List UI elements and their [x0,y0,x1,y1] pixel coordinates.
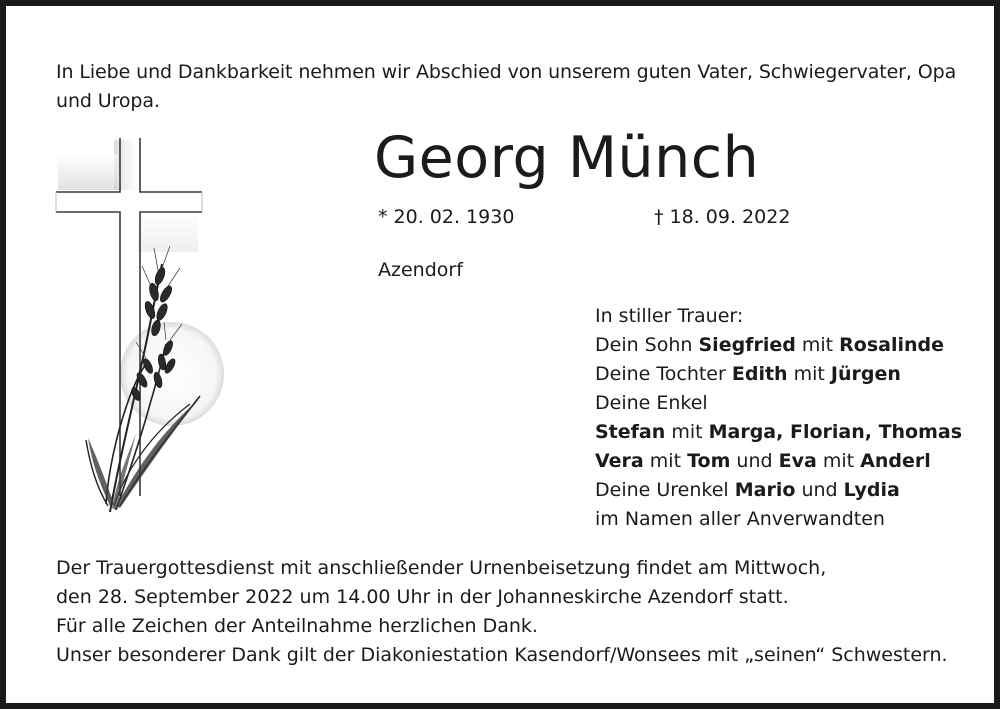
mourner-name: Siegfried [698,334,796,356]
mourner-text: mit [643,450,688,472]
mourner-line [595,418,962,447]
birth-date: * 20. 02. 1930 [378,206,515,228]
mourner-name: Marga, Florian, Thomas [708,421,963,443]
mourner-name: Anderl [860,450,931,472]
closing-line: den 28. September 2022 um 14.00 Uhr in der Johanneskirche Azendorf statt. [56,586,789,608]
deceased-name: Georg Münch [374,125,760,191]
closing-line: Für alle Zeichen der Anteilnahme herzlichen Dank. [56,615,538,637]
mourner-text: Deine Urenkel [595,479,735,501]
death-date: † 18. 09. 2022 [654,206,791,228]
mourner-name: Stefan [595,421,666,443]
mourner-name: Lydia [843,479,900,501]
mourner-text: und [795,479,844,501]
mourner-name: Mario [734,479,796,501]
mourner-name: Tom [687,450,731,472]
mourner-text: Deine Enkel [595,392,708,414]
closing-text [56,554,976,670]
closing-line: Unser besonderer Dank gilt der Diakoniestation Kasendorf/Wonsees mit „seinen“ Schwestern. [56,644,948,666]
mourner-name: Eva [778,450,817,472]
hometown: Azendorf [378,259,463,281]
mourner-name: Jürgen [830,363,901,385]
mourner-text: mit [665,421,709,443]
mourners-heading: In stiller Trauer: [595,305,744,327]
mourner-text: Dein Sohn [595,334,699,356]
mourner-line [595,505,962,534]
closing-line: Der Trauergottesdienst mit anschließender Urnenbeisetzung findet am Mittwoch, [56,557,827,579]
mourner-text: und [730,450,779,472]
mourner-text: Deine Tochter [595,363,732,385]
mourner-name: Vera [595,450,644,472]
mourner-text: im Namen aller Anverwandten [595,508,885,530]
intro-text: In Liebe und Dankbarkeit nehmen wir Abschied von unserem guten Vater, Schwiegervater, Opa und Uropa. [56,61,957,112]
cross-with-wheat-icon [50,134,232,518]
mourner-line [595,447,962,476]
mourner-text: mit [816,450,861,472]
mourner-line [595,360,962,389]
mourners-list [595,302,962,534]
mourner-line [595,389,962,418]
mourner-name: Edith [731,363,788,385]
mourner-name: Rosalinde [839,334,945,356]
mourner-text: mit [795,334,840,356]
mourner-line [595,476,962,505]
mourner-line [595,331,962,360]
mourner-text: mit [787,363,831,385]
